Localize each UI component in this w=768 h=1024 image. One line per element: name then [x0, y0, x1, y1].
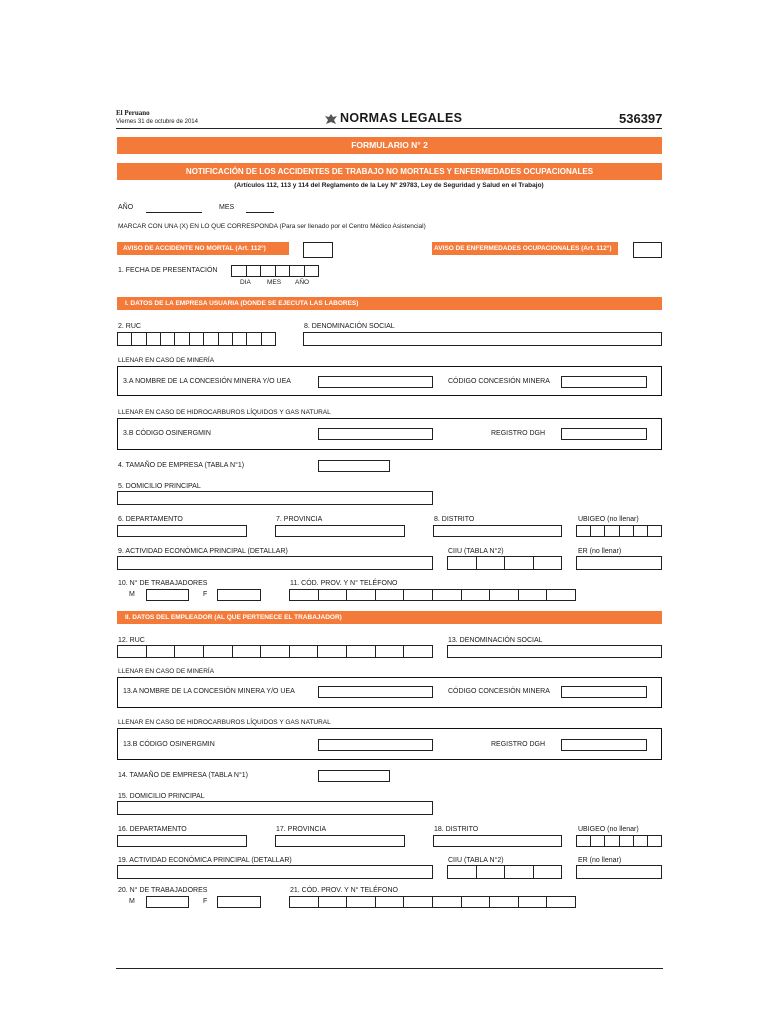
s1-osinergmin-field[interactable]	[318, 428, 433, 440]
s1-concesion-label: 3.A NOMBRE DE LA CONCESIÓN MINERA Y/O UEA	[123, 378, 291, 385]
fecha-label: 1. FECHA DE PRESENTACIÓN	[118, 267, 218, 274]
s1-denominacion-field[interactable]	[303, 332, 662, 346]
dia-label: DIA	[240, 279, 251, 286]
s1-f-label: F	[203, 591, 208, 598]
s1-telefono-field[interactable]	[289, 589, 576, 601]
aviso-accidente-bar: AVISO DE ACCIDENTE NO MORTAL (Art. 112°)	[117, 242, 289, 255]
header-rule	[116, 128, 662, 129]
s1-er-label: ER (no llenar)	[578, 548, 622, 555]
s2-tamano-field[interactable]	[318, 770, 390, 782]
aviso-accidente-checkbox[interactable]	[303, 242, 333, 258]
s2-provincia-field[interactable]	[275, 835, 405, 847]
anio-label: AÑO	[295, 279, 310, 286]
footer-rule	[116, 968, 663, 969]
year-field[interactable]	[146, 203, 202, 213]
s2-ruc-field[interactable]	[117, 645, 433, 658]
s2-distrito-label: 18. DISTRITO	[434, 826, 479, 833]
s2-codigo-concesion-label: CÓDIGO CONCESIÓN MINERA	[448, 688, 550, 695]
s1-ruc-field[interactable]	[117, 332, 276, 346]
s1-provincia-label: 7. PROVINCIA	[276, 516, 323, 523]
s1-provincia-field[interactable]	[275, 525, 405, 537]
s1-er-field[interactable]	[576, 556, 662, 570]
s2-domicilio-field[interactable]	[117, 801, 433, 815]
s2-f-field[interactable]	[217, 896, 261, 908]
s2-actividad-field[interactable]	[117, 865, 433, 879]
s1-actividad-field[interactable]	[117, 556, 433, 570]
section1-header: I. DATOS DE LA EMPRESA USUARIA (DONDE SE EJECUTA LAS LABORES)	[117, 297, 662, 310]
s1-telefono-label: 11. CÓD. PROV. Y N° TELÉFONO	[290, 580, 398, 587]
s2-f-label: F	[203, 898, 208, 905]
mark-instruction: MARCAR CON UNA (X) EN LO QUE CORRESPONDA (Para ser llenado por el Centro Médico Asistencial)	[118, 223, 426, 230]
s2-mineria-note: LLENAR EN CASO DE MINERÍA	[118, 668, 215, 675]
s2-ciiu-label: CIIU (TABLA N°2)	[448, 857, 504, 864]
s2-distrito-field[interactable]	[433, 835, 562, 847]
form-name-bar: FORMULARIO N° 2	[117, 137, 662, 154]
s1-m-label: M	[129, 591, 135, 598]
s2-osinergmin-field[interactable]	[318, 739, 433, 751]
s2-denominacion-field[interactable]	[447, 645, 662, 658]
s1-concesion-field[interactable]	[318, 376, 433, 388]
s2-concesion-label: 13.A NOMBRE DE LA CONCESIÓN MINERA Y/O UEA	[123, 688, 295, 695]
s1-denominacion-label: 8. DENOMINACIÓN SOCIAL	[304, 323, 395, 330]
s1-trabajadores-label: 10. N° DE TRABAJADORES	[118, 580, 208, 587]
s1-codigo-concesion-label: CÓDIGO CONCESIÓN MINERA	[448, 378, 550, 385]
s1-domicilio-label: 5. DOMICILIO PRINCIPAL	[118, 483, 201, 490]
s2-ubigeo-label: UBIGEO (no llenar)	[578, 826, 639, 833]
s2-tamano-label: 14. TAMAÑO DE EMPRESA (TABLA N°1)	[118, 772, 249, 779]
s2-registro-label: REGISTRO DGH	[491, 741, 546, 748]
mes-label: MES	[267, 279, 282, 286]
s2-ubigeo-field[interactable]	[576, 835, 662, 847]
fecha-presentacion-field[interactable]	[231, 265, 319, 277]
s1-registro-field[interactable]	[561, 428, 647, 440]
form-title-bar: NOTIFICACIÓN DE LOS ACCIDENTES DE TRABAJO NO MORTALES Y ENFERMEDADES OCUPACIONALES	[117, 163, 662, 180]
s2-denominacion-label: 13. DENOMINACIÓN SOCIAL	[448, 637, 543, 644]
s2-hidro-note: LLENAR EN CASO DE HIDROCARBUROS LÍQUIDOS Y GAS NATURAL	[118, 719, 331, 726]
page-number: 536397	[619, 111, 663, 126]
form-subtitle: (Artículos 112, 113 y 114 del Reglamento de la Ley Nº 29783, Ley de Seguridad y Salud en el Trabajo)	[234, 182, 544, 189]
s1-tamano-label: 4. TAMAÑO DE EMPRESA (TABLA N°1)	[118, 462, 245, 469]
s2-actividad-label: 19. ACTIVIDAD ECONÓMICA PRINCIPAL (DETALLAR)	[118, 857, 292, 864]
s1-m-field[interactable]	[146, 589, 189, 601]
s2-ciiu-field[interactable]	[447, 865, 562, 879]
s2-er-field[interactable]	[576, 865, 662, 879]
s2-concesion-field[interactable]	[318, 686, 433, 698]
s2-domicilio-label: 15. DOMICILIO PRINCIPAL	[118, 793, 205, 800]
s2-departamento-field[interactable]	[117, 835, 247, 847]
s2-m-label: M	[129, 898, 135, 905]
s1-f-field[interactable]	[217, 589, 261, 601]
s2-m-field[interactable]	[146, 896, 189, 908]
aviso-enfermedad-bar: AVISO DE ENFERMEDADES OCUPACIONALES (Art. 112°)	[432, 242, 618, 255]
s2-er-label: ER (no llenar)	[578, 857, 622, 864]
s2-departamento-label: 16. DEPARTAMENTO	[118, 826, 187, 833]
s1-ruc-label: 2. RUC	[118, 323, 141, 330]
s1-registro-label: REGISTRO DGH	[491, 430, 546, 437]
section2-header: II. DATOS DEL EMPLEADOR (AL QUE PERTENECE EL TRABAJADOR)	[117, 611, 662, 624]
s1-distrito-field[interactable]	[433, 525, 562, 537]
s1-mineria-note: LLENAR EN CASO DE MINERÍA	[118, 357, 215, 364]
month-field[interactable]	[246, 203, 274, 213]
s1-ciiu-label: CIIU (TABLA N°2)	[448, 548, 504, 555]
s1-tamano-field[interactable]	[318, 460, 390, 472]
s1-osinergmin-label: 3.B CÓDIGO OSINERGMIN	[123, 430, 211, 437]
source-name: El Peruano	[116, 109, 150, 117]
s2-ruc-label: 12. RUC	[118, 637, 145, 644]
s1-domicilio-field[interactable]	[117, 491, 433, 505]
month-label: MES	[219, 204, 235, 211]
s2-provincia-label: 17. PROVINCIA	[276, 826, 327, 833]
s1-hidro-note: LLENAR EN CASO DE HIDROCARBUROS LÍQUIDOS Y GAS NATURAL	[118, 409, 331, 416]
s2-codigo-concesion-field[interactable]	[561, 686, 647, 698]
s1-ubigeo-label: UBIGEO (no llenar)	[578, 516, 639, 523]
s1-codigo-concesion-field[interactable]	[561, 376, 647, 388]
s2-telefono-label: 21. CÓD. PROV. Y N° TELÉFONO	[290, 887, 398, 894]
year-label: AÑO	[118, 204, 134, 211]
s2-trabajadores-label: 20. N° DE TRABAJADORES	[118, 887, 208, 894]
aviso-enfermedad-checkbox[interactable]	[633, 242, 662, 258]
s2-osinergmin-label: 13.B CÓDIGO OSINERGMIN	[123, 741, 215, 748]
s1-distrito-label: 8. DISTRITO	[434, 516, 475, 523]
s2-telefono-field[interactable]	[289, 896, 576, 908]
s1-actividad-label: 9. ACTIVIDAD ECONÓMICA PRINCIPAL (DETALLAR)	[118, 548, 288, 555]
s1-departamento-field[interactable]	[117, 525, 247, 537]
s1-departamento-label: 6. DEPARTAMENTO	[118, 516, 183, 523]
s1-ubigeo-field[interactable]	[576, 525, 662, 537]
publication-name: NORMAS LEGALES	[340, 111, 463, 125]
s2-registro-field[interactable]	[561, 739, 647, 751]
publication-date: Viernes 31 de octubre de 2014	[116, 119, 198, 125]
s1-ciiu-field[interactable]	[447, 556, 562, 570]
